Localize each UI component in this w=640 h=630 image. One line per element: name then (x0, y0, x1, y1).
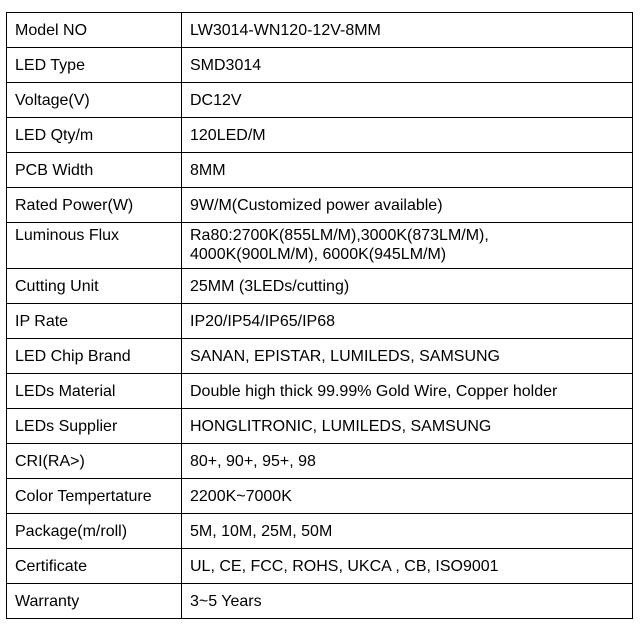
spec-value: UL, CE, FCC, ROHS, UKCA , CB, ISO9001 (182, 549, 633, 584)
spec-label: Luminous Flux (7, 223, 182, 269)
table-row (7, 83, 633, 118)
spec-label: Warranty (7, 584, 182, 619)
table-row (7, 514, 633, 549)
table-row (7, 223, 633, 269)
table-row (7, 339, 633, 374)
table-row (7, 479, 633, 514)
spec-label: Model NO (7, 13, 182, 48)
spec-label: LEDs Material (7, 374, 182, 409)
spec-label: IP Rate (7, 304, 182, 339)
spec-value: HONGLITRONIC, LUMILEDS, SAMSUNG (182, 409, 633, 444)
spec-value: 120LED/M (182, 118, 633, 153)
spec-value: IP20/IP54/IP65/IP68 (182, 304, 633, 339)
spec-value: 25MM (3LEDs/cutting) (182, 269, 633, 304)
table-row (7, 584, 633, 619)
spec-label: LED Qty/m (7, 118, 182, 153)
spec-label: Rated Power(W) (7, 188, 182, 223)
spec-value: SANAN, EPISTAR, LUMILEDS, SAMSUNG (182, 339, 633, 374)
spec-label: LED Chip Brand (7, 339, 182, 374)
spec-label: Package(m/roll) (7, 514, 182, 549)
table-row (7, 409, 633, 444)
spec-table (6, 12, 633, 619)
spec-value: DC12V (182, 83, 633, 118)
spec-value (182, 223, 633, 269)
spec-value: 8MM (182, 153, 633, 188)
spec-value: LW3014-WN120-12V-8MM (182, 13, 633, 48)
spec-value: 3~5 Years (182, 584, 633, 619)
table-row (7, 153, 633, 188)
table-row (7, 374, 633, 409)
table-row (7, 304, 633, 339)
table-row (7, 118, 633, 153)
spec-label: PCB Width (7, 153, 182, 188)
spec-value: 5M, 10M, 25M, 50M (182, 514, 633, 549)
spec-value: 9W/M(Customized power available) (182, 188, 633, 223)
spec-label: Certificate (7, 549, 182, 584)
spec-label: LED Type (7, 48, 182, 83)
table-row (7, 13, 633, 48)
table-row (7, 444, 633, 479)
table-row (7, 549, 633, 584)
spec-value: SMD3014 (182, 48, 633, 83)
spec-label: Cutting Unit (7, 269, 182, 304)
spec-value-line: 4000K(900LM/M), 6000K(945LM/M) (190, 246, 447, 263)
table-row (7, 188, 633, 223)
table-row (7, 269, 633, 304)
spec-value: 80+, 90+, 95+, 98 (182, 444, 633, 479)
spec-label: Color Tempertature (7, 479, 182, 514)
spec-label: LEDs Supplier (7, 409, 182, 444)
spec-value-line: Ra80:2700K(855LM/M),3000K(873LM/M), (190, 227, 489, 244)
spec-label: CRI(RA>) (7, 444, 182, 479)
spec-value: 2200K~7000K (182, 479, 633, 514)
spec-value: Double high thick 99.99% Gold Wire, Copper holder (182, 374, 633, 409)
table-row (7, 48, 633, 83)
spec-label: Voltage(V) (7, 83, 182, 118)
